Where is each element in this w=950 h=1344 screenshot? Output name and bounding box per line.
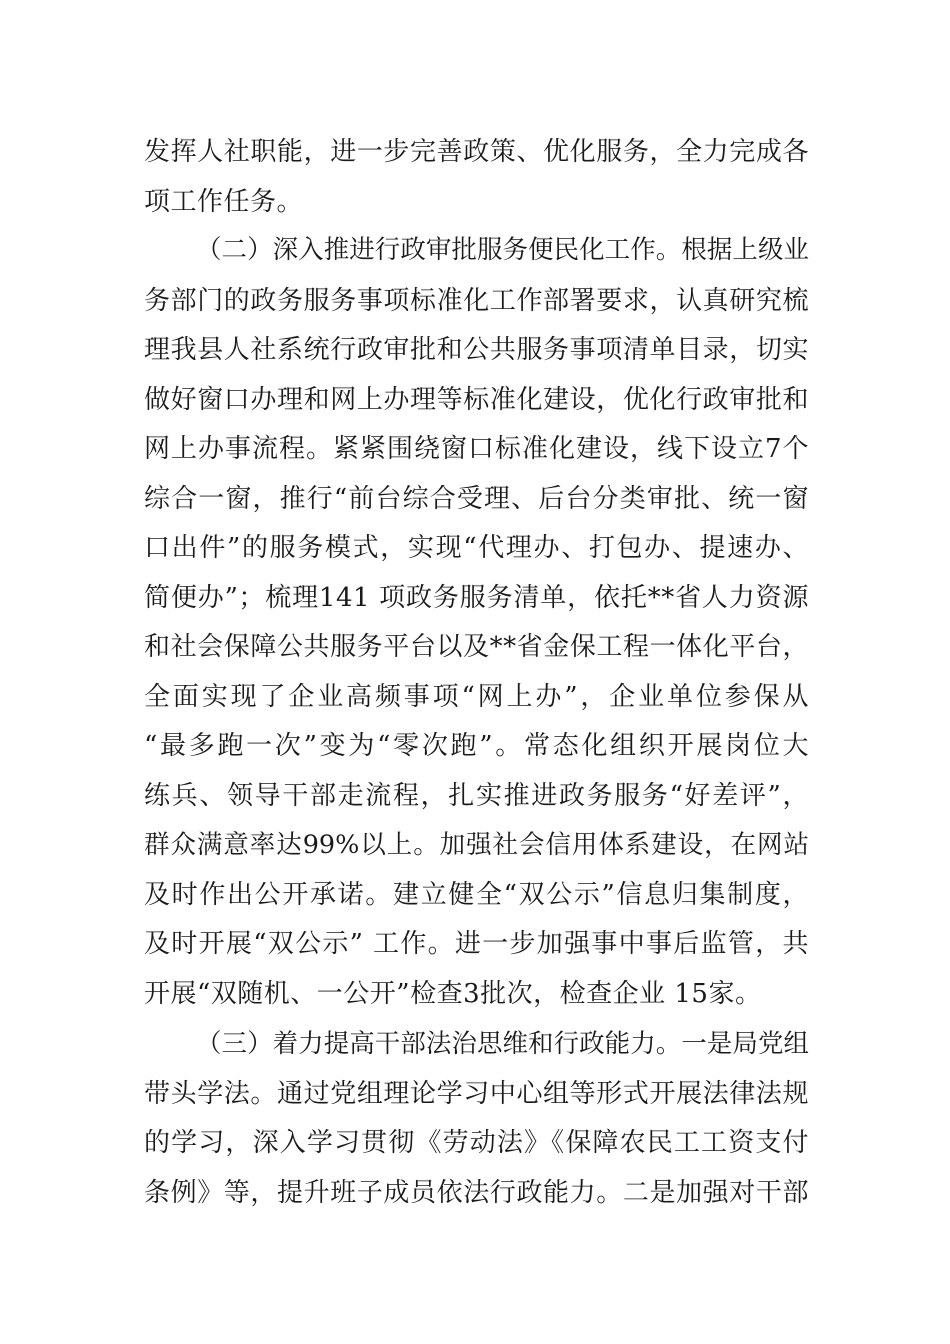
text-line: 群众满意率达99%以上。加强社会信用体系建设，在网站 — [144, 830, 809, 860]
text-line: 理我县人社系统行政审批和公共服务事项清单目录，切实 — [144, 335, 809, 365]
text-line: 条例》等，提升班子成员依法行政能力。二是加强对干部 — [144, 1178, 809, 1208]
text-line: 练兵、领导干部走流程，扎实推进政务服务“好差评”， — [144, 781, 809, 811]
text-line: 及时作出公开承诺。建立健全“双公示”信息归集制度， — [144, 880, 809, 910]
text-line: 简便办”；梳理141 项政务服务清单，依托**省人力资源 — [144, 583, 809, 613]
text-line: 项工作任务。 — [144, 187, 304, 217]
text-line: 全面实现了企业高频事项“网上办”，企业单位参保从 — [144, 682, 809, 712]
text-line: 发挥人社职能，进一步完善政策、优化服务，全力完成各 — [144, 137, 809, 167]
text-line: 开展“双随机、一公开”检查3批次，检查企业 15家。 — [144, 979, 762, 1009]
text-line: “最多跑一次”变为“零次跑”。常态化组织开展岗位大 — [144, 731, 809, 761]
text-line: 务部门的政务服务事项标准化工作部署要求，认真研究梳 — [144, 286, 809, 316]
text-line: 网上办事流程。紧紧围绕窗口标准化建设，线下设立7个 — [144, 434, 809, 464]
paragraph-heading-line: （三）着力提高干部法治思维和行政能力。一是局党组 — [196, 1029, 809, 1059]
text-line: 口出件”的服务模式，实现“代理办、打包办、提速办、 — [144, 533, 809, 563]
text-line: 的学习，深入学习贯彻《劳动法》《保障农民工工资支付 — [144, 1128, 809, 1158]
paragraph-heading-line: （二）深入推进行政审批服务便民化工作。根据上级业 — [196, 235, 809, 265]
text-line: 综合一窗，推行“前台综合受理、后台分类审批、统一窗 — [144, 484, 809, 514]
text-line: 及时开展“双公示” 工作。进一步加强事中事后监管，共 — [144, 929, 809, 959]
text-line: 和社会保障公共服务平台以及**省金保工程一体化平台， — [144, 632, 809, 662]
text-line: 做好窗口办理和网上办理等标准化建设，优化行政审批和 — [144, 385, 809, 415]
text-line: 带头学法。通过党组理论学习中心组等形式开展法律法规 — [144, 1079, 809, 1109]
